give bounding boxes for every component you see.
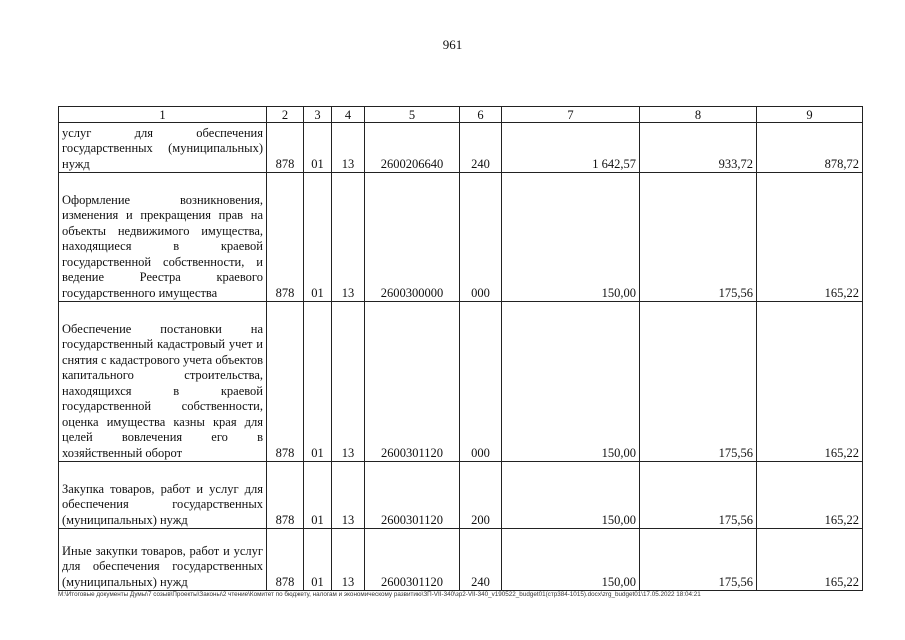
cell-amount-2: 175,56 [640,302,757,462]
row-description [59,123,267,173]
row-description [59,302,267,462]
column-header: 3 [304,107,332,123]
cell-section: 01 [304,123,332,173]
cell-amount-2: 175,56 [640,462,757,529]
footer-file-path: M:\Итоговые документы Думы\7 созыв\Проекты\Законы\2 чтение\Комитет по бюджету, налогам и экономическому развитию\ЗП-VII-340\зр2-VII-340_v190522_budget01(стр384-1015).docx\zrg_budget01\17.05.2022 18:04:21 [58,591,701,598]
cell-amount-3: 165,22 [757,302,863,462]
table-header-row [59,107,863,123]
cell-ministry: 878 [267,123,304,173]
cell-subsection: 13 [332,529,365,591]
cell-expense-type: 240 [460,123,502,173]
cell-amount-2: 933,72 [640,123,757,173]
cell-target-article: 2600301120 [365,529,460,591]
cell-expense-type: 200 [460,462,502,529]
cell-subsection: 13 [332,462,365,529]
row-description-text: Обеспечение постановки на государственный кадастровый учет и снятия с кадастрового учета объектов капитального строительства, находящихся в краевой государственной собственности, оценка имущества казны края для целей вовлечения его в хозяйственный оборот [62,321,263,460]
cell-subsection: 13 [332,123,365,173]
column-header: 5 [365,107,460,123]
cell-target-article: 2600206640 [365,123,460,173]
cell-amount-1: 150,00 [502,302,640,462]
column-header: 1 [59,107,267,123]
cell-expense-type: 240 [460,529,502,591]
cell-amount-3: 165,22 [757,529,863,591]
table-row [59,529,863,591]
row-description-text: Закупка товаров, работ и услуг для обеспечения государственных (муниципальных) нужд [62,481,263,527]
column-header: 8 [640,107,757,123]
cell-section: 01 [304,529,332,591]
cell-section: 01 [304,462,332,529]
table-row [59,302,863,462]
table-row [59,462,863,529]
column-header: 4 [332,107,365,123]
cell-amount-3: 878,72 [757,123,863,173]
cell-amount-1: 1 642,57 [502,123,640,173]
cell-amount-3: 165,22 [757,173,863,302]
cell-amount-3: 165,22 [757,462,863,529]
cell-subsection: 13 [332,173,365,302]
budget-table [58,106,863,591]
cell-amount-1: 150,00 [502,529,640,591]
cell-target-article: 2600301120 [365,302,460,462]
cell-subsection: 13 [332,302,365,462]
column-header: 6 [460,107,502,123]
cell-expense-type: 000 [460,173,502,302]
cell-ministry: 878 [267,529,304,591]
column-header: 7 [502,107,640,123]
table-row [59,173,863,302]
row-description-text: Оформление возникновения, изменения и прекращения прав на объекты недвижимого имущества, находящиеся в краевой государственной собственности, и ведение Реестра краевого государственного имущества [62,192,263,300]
cell-amount-2: 175,56 [640,529,757,591]
cell-ministry: 878 [267,302,304,462]
cell-ministry: 878 [267,462,304,529]
cell-target-article: 2600300000 [365,173,460,302]
row-description [59,462,267,529]
cell-amount-1: 150,00 [502,462,640,529]
table-row [59,123,863,173]
cell-section: 01 [304,173,332,302]
row-description [59,529,267,591]
column-header: 2 [267,107,304,123]
row-description [59,173,267,302]
cell-amount-1: 150,00 [502,173,640,302]
row-description-text: Иные закупки товаров, работ и услуг для обеспечения государственных (муниципальных) нужд [62,543,263,589]
cell-ministry: 878 [267,173,304,302]
column-header: 9 [757,107,863,123]
page-number: 961 [442,37,463,52]
cell-section: 01 [304,302,332,462]
cell-amount-2: 175,56 [640,173,757,302]
cell-target-article: 2600301120 [365,462,460,529]
row-description-text: услуг для обеспечения государственных (муниципальных) нужд [62,125,263,171]
cell-expense-type: 000 [460,302,502,462]
